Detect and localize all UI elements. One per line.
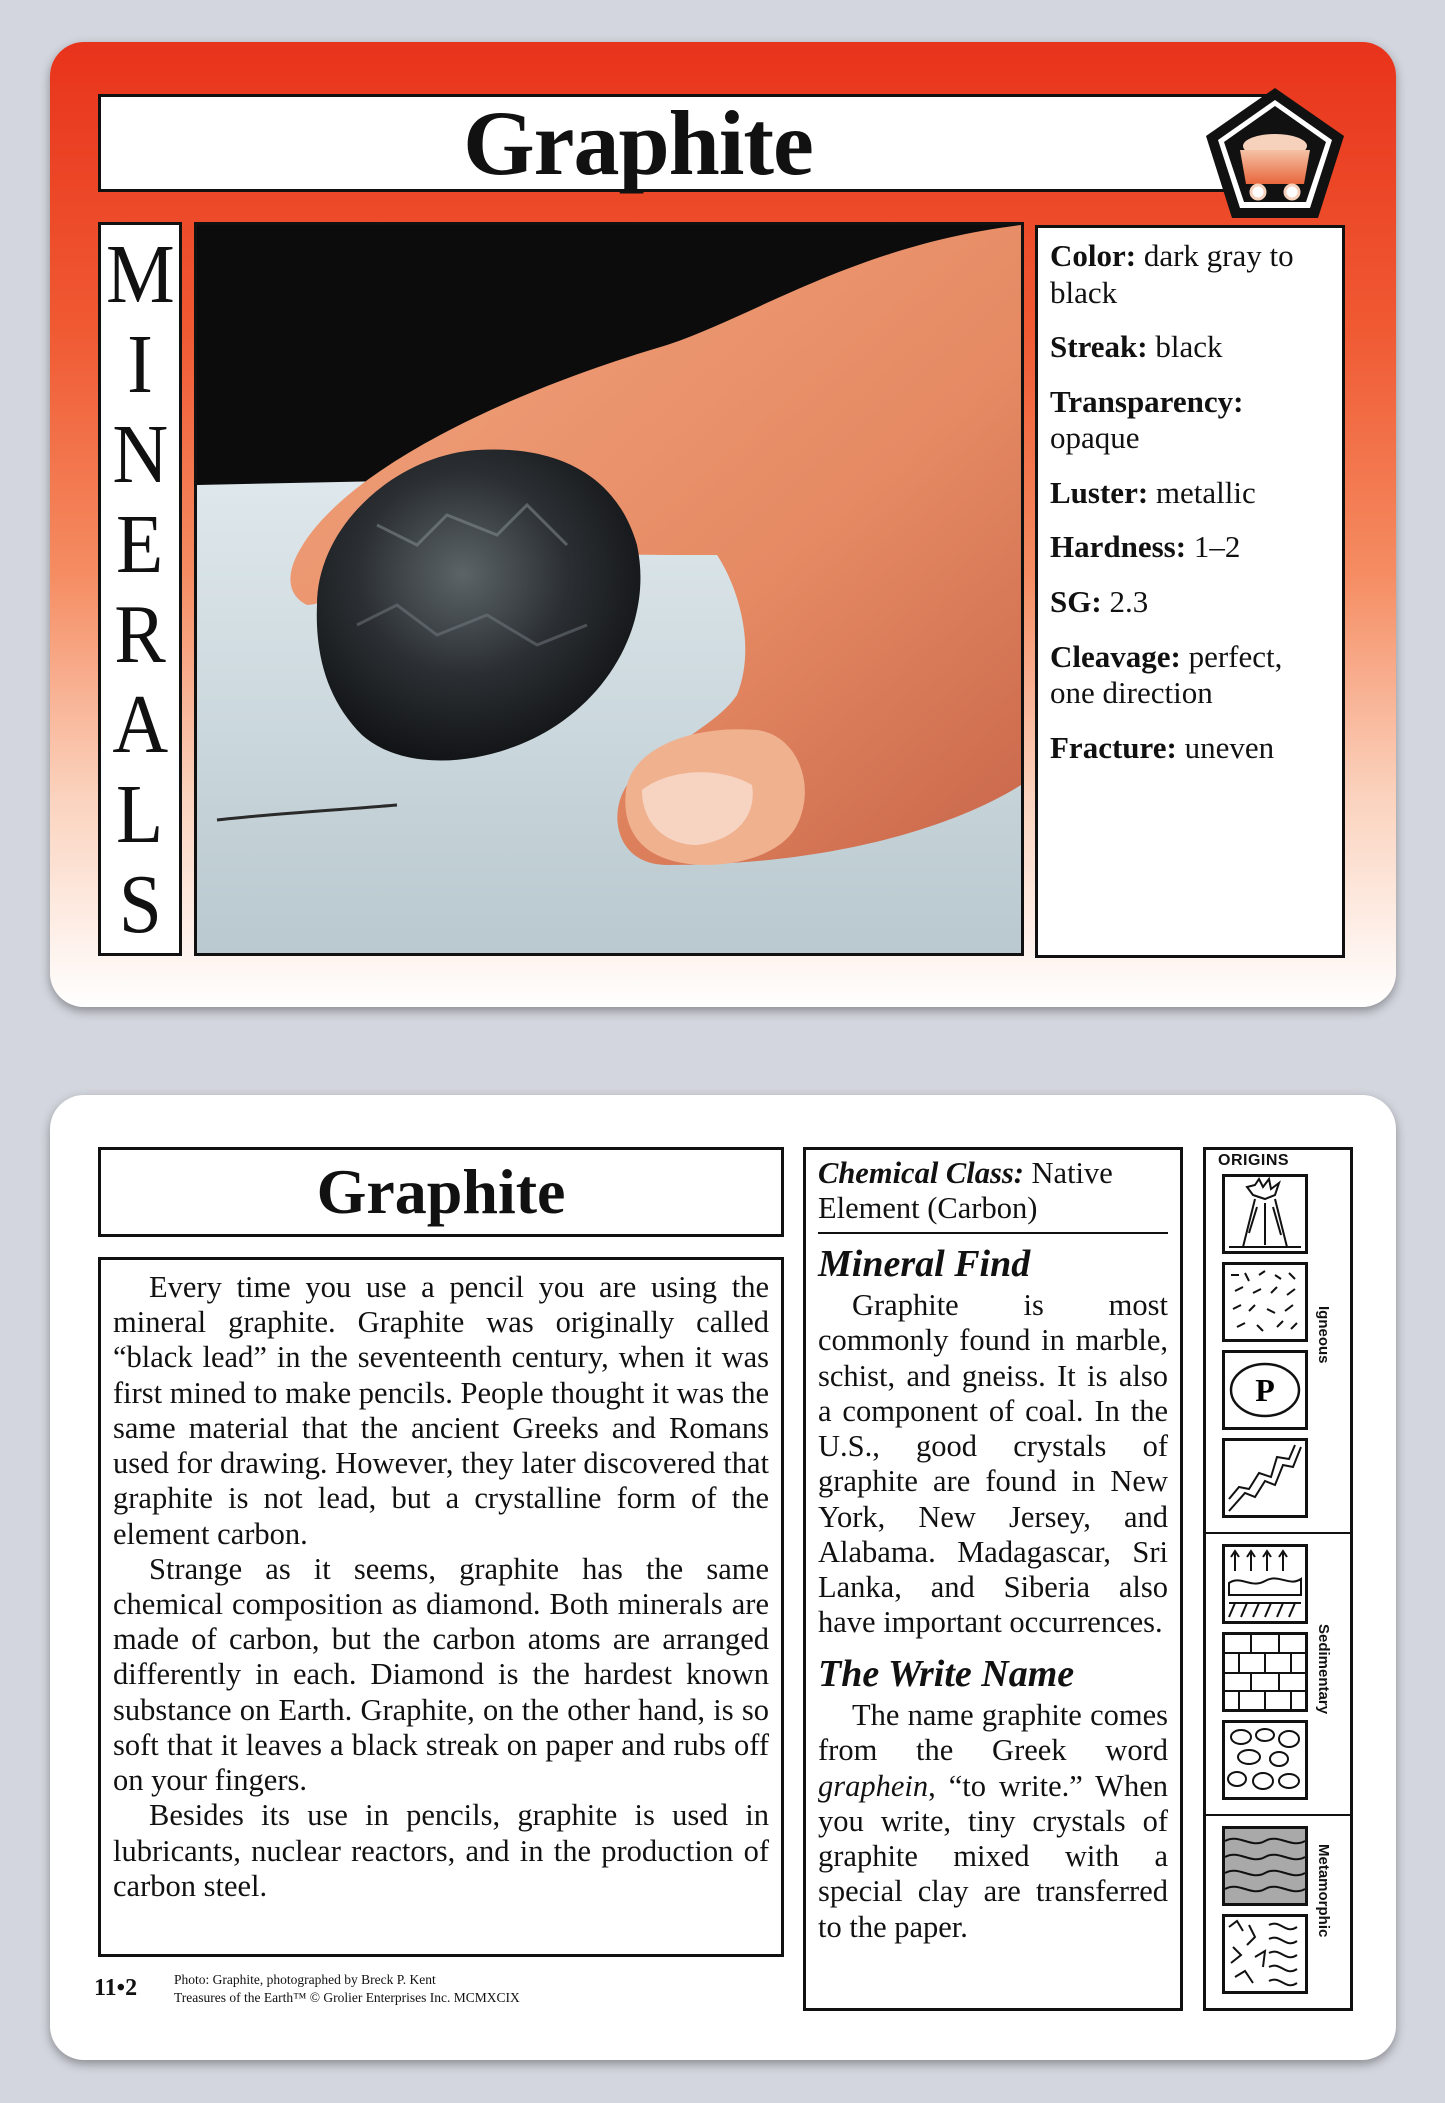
front-title: Graphite — [463, 92, 813, 194]
pegmatite-icon — [1222, 1350, 1308, 1430]
property-label: Hardness: — [1050, 529, 1187, 565]
card-number: 11•2 — [94, 1975, 138, 2001]
description-paragraph: Strange as it seems, graphite has the same chemical composition as diamond. Both minerals are made of carbon, but the carbon atoms are arranged differently in each. Diamond is the hardest known substance on Earth. Graphite, on the other hand, is so soft that it leaves a black streak on paper and rubs off on your fingers. — [113, 1551, 769, 1798]
property-value: 2.3 — [1109, 584, 1149, 620]
property-value: black — [1155, 329, 1223, 365]
origins-heading: ORIGINS — [1218, 1152, 1290, 1169]
limestone-brick-icon — [1222, 1632, 1308, 1712]
side-letter: L — [116, 767, 164, 861]
origins-panel — [1203, 1147, 1353, 2011]
photo-credit — [174, 1971, 520, 2007]
side-letter: S — [118, 857, 162, 951]
property-label: Cleavage: — [1050, 638, 1181, 674]
property-value: 1–2 — [1193, 529, 1241, 565]
side-letter: M — [105, 228, 175, 321]
chemical-class — [818, 1156, 1168, 1234]
side-letter: N — [112, 407, 168, 501]
side-letter: R — [114, 587, 166, 681]
front-title-box — [98, 94, 1268, 192]
graphite-in-hand-photo — [194, 222, 1024, 956]
property-sg — [1050, 584, 1332, 621]
property-streak — [1050, 329, 1332, 366]
facts-column — [803, 1147, 1183, 2011]
evaporite-icon — [1222, 1544, 1308, 1624]
card-front — [50, 42, 1396, 1007]
back-title: Graphite — [98, 1147, 784, 1237]
property-label: Color: — [1050, 238, 1137, 273]
property-value: metallic — [1155, 474, 1256, 510]
igneous-label: Igneous — [1315, 1306, 1332, 1364]
side-letter: A — [112, 677, 168, 771]
property-fracture — [1050, 730, 1332, 767]
property-value: opaque — [1050, 420, 1140, 456]
write-name-text — [818, 1698, 1168, 1945]
side-letter: I — [127, 317, 153, 411]
property-value: perfect, one direction — [1050, 638, 1283, 711]
mine-cart-icon — [1200, 84, 1350, 224]
origins-divider — [1206, 1532, 1350, 1534]
property-hardness — [1050, 529, 1332, 566]
write-name-heading: The Write Name — [818, 1653, 1075, 1696]
chemical-class-value: Native Element (Carbon) — [818, 1156, 1113, 1226]
mineral-find-heading: Mineral Find — [818, 1243, 1031, 1286]
property-transparency — [1050, 384, 1332, 457]
property-label: Transparency: — [1050, 383, 1244, 419]
description-paragraph: Besides its use in pencils, graphite is used in lubricants, nuclear reactors, and in the production of carbon steel. — [113, 1798, 769, 1903]
property-value: uneven — [1184, 729, 1275, 765]
write-name-greek-word: graphein — [818, 1768, 929, 1803]
mineral-find-text: Graphite is most commonly found in marble, schist, and gneiss. It is also a component of coal. In the U.S., good crystals of graphite are found in New York, New Jersey, and Alabama. Madagascar, Sri Lanka, and Siberia also have important occurrences. — [818, 1288, 1168, 1640]
card-back — [50, 1095, 1396, 2060]
copyright-line: Treasures of the Earth™ © Grolier Enterprises Inc. MCMXCIX — [174, 1990, 520, 2006]
property-label: SG: — [1050, 584, 1102, 620]
credit-line: Photo: Graphite, photographed by Breck P. Kent — [174, 1972, 436, 1987]
write-name-post: , “to write.” When you write, tiny crystals of graphite mixed with a special clay are transferred to the paper. — [818, 1768, 1168, 1944]
property-label: Luster: — [1050, 474, 1149, 510]
sedimentary-label: Sedimentary — [1315, 1624, 1332, 1715]
property-label: Streak: — [1050, 329, 1148, 365]
description-paragraph: Every time you use a pencil you are using the mineral graphite. Graphite was originally called “black lead” in the seventeenth century, when it was first mined to make pencils. People thought it was the same material that the ancient Greeks and Romans used for drawing. However, they later discovered that graphite is not lead, but a crystalline form of the element carbon. — [113, 1270, 769, 1551]
origins-divider — [1206, 1814, 1350, 1816]
metamorphic-label: Metamorphic — [1315, 1844, 1332, 1938]
mineral-properties-panel — [1035, 225, 1345, 958]
chemical-class-label: Chemical Class: — [818, 1156, 1024, 1190]
property-luster — [1050, 475, 1332, 512]
property-value: dark gray to black — [1050, 238, 1294, 310]
conglomerate-icon — [1222, 1720, 1308, 1800]
property-color — [1050, 238, 1332, 311]
write-name-pre: The name graphite comes from the Greek word — [818, 1698, 1168, 1768]
intrusive-rock-icon — [1222, 1262, 1308, 1342]
property-cleavage — [1050, 639, 1332, 712]
side-letter: E — [116, 497, 164, 591]
description-text — [98, 1257, 784, 1957]
vein-icon — [1222, 1438, 1308, 1518]
folded-rock-icon — [1222, 1914, 1308, 1994]
pegmatite-letter: P — [1255, 1372, 1275, 1408]
minerals-vertical-label — [98, 222, 182, 956]
foliated-rock-icon — [1222, 1826, 1308, 1906]
property-label: Fracture: — [1050, 729, 1177, 765]
volcano-icon — [1222, 1174, 1308, 1254]
